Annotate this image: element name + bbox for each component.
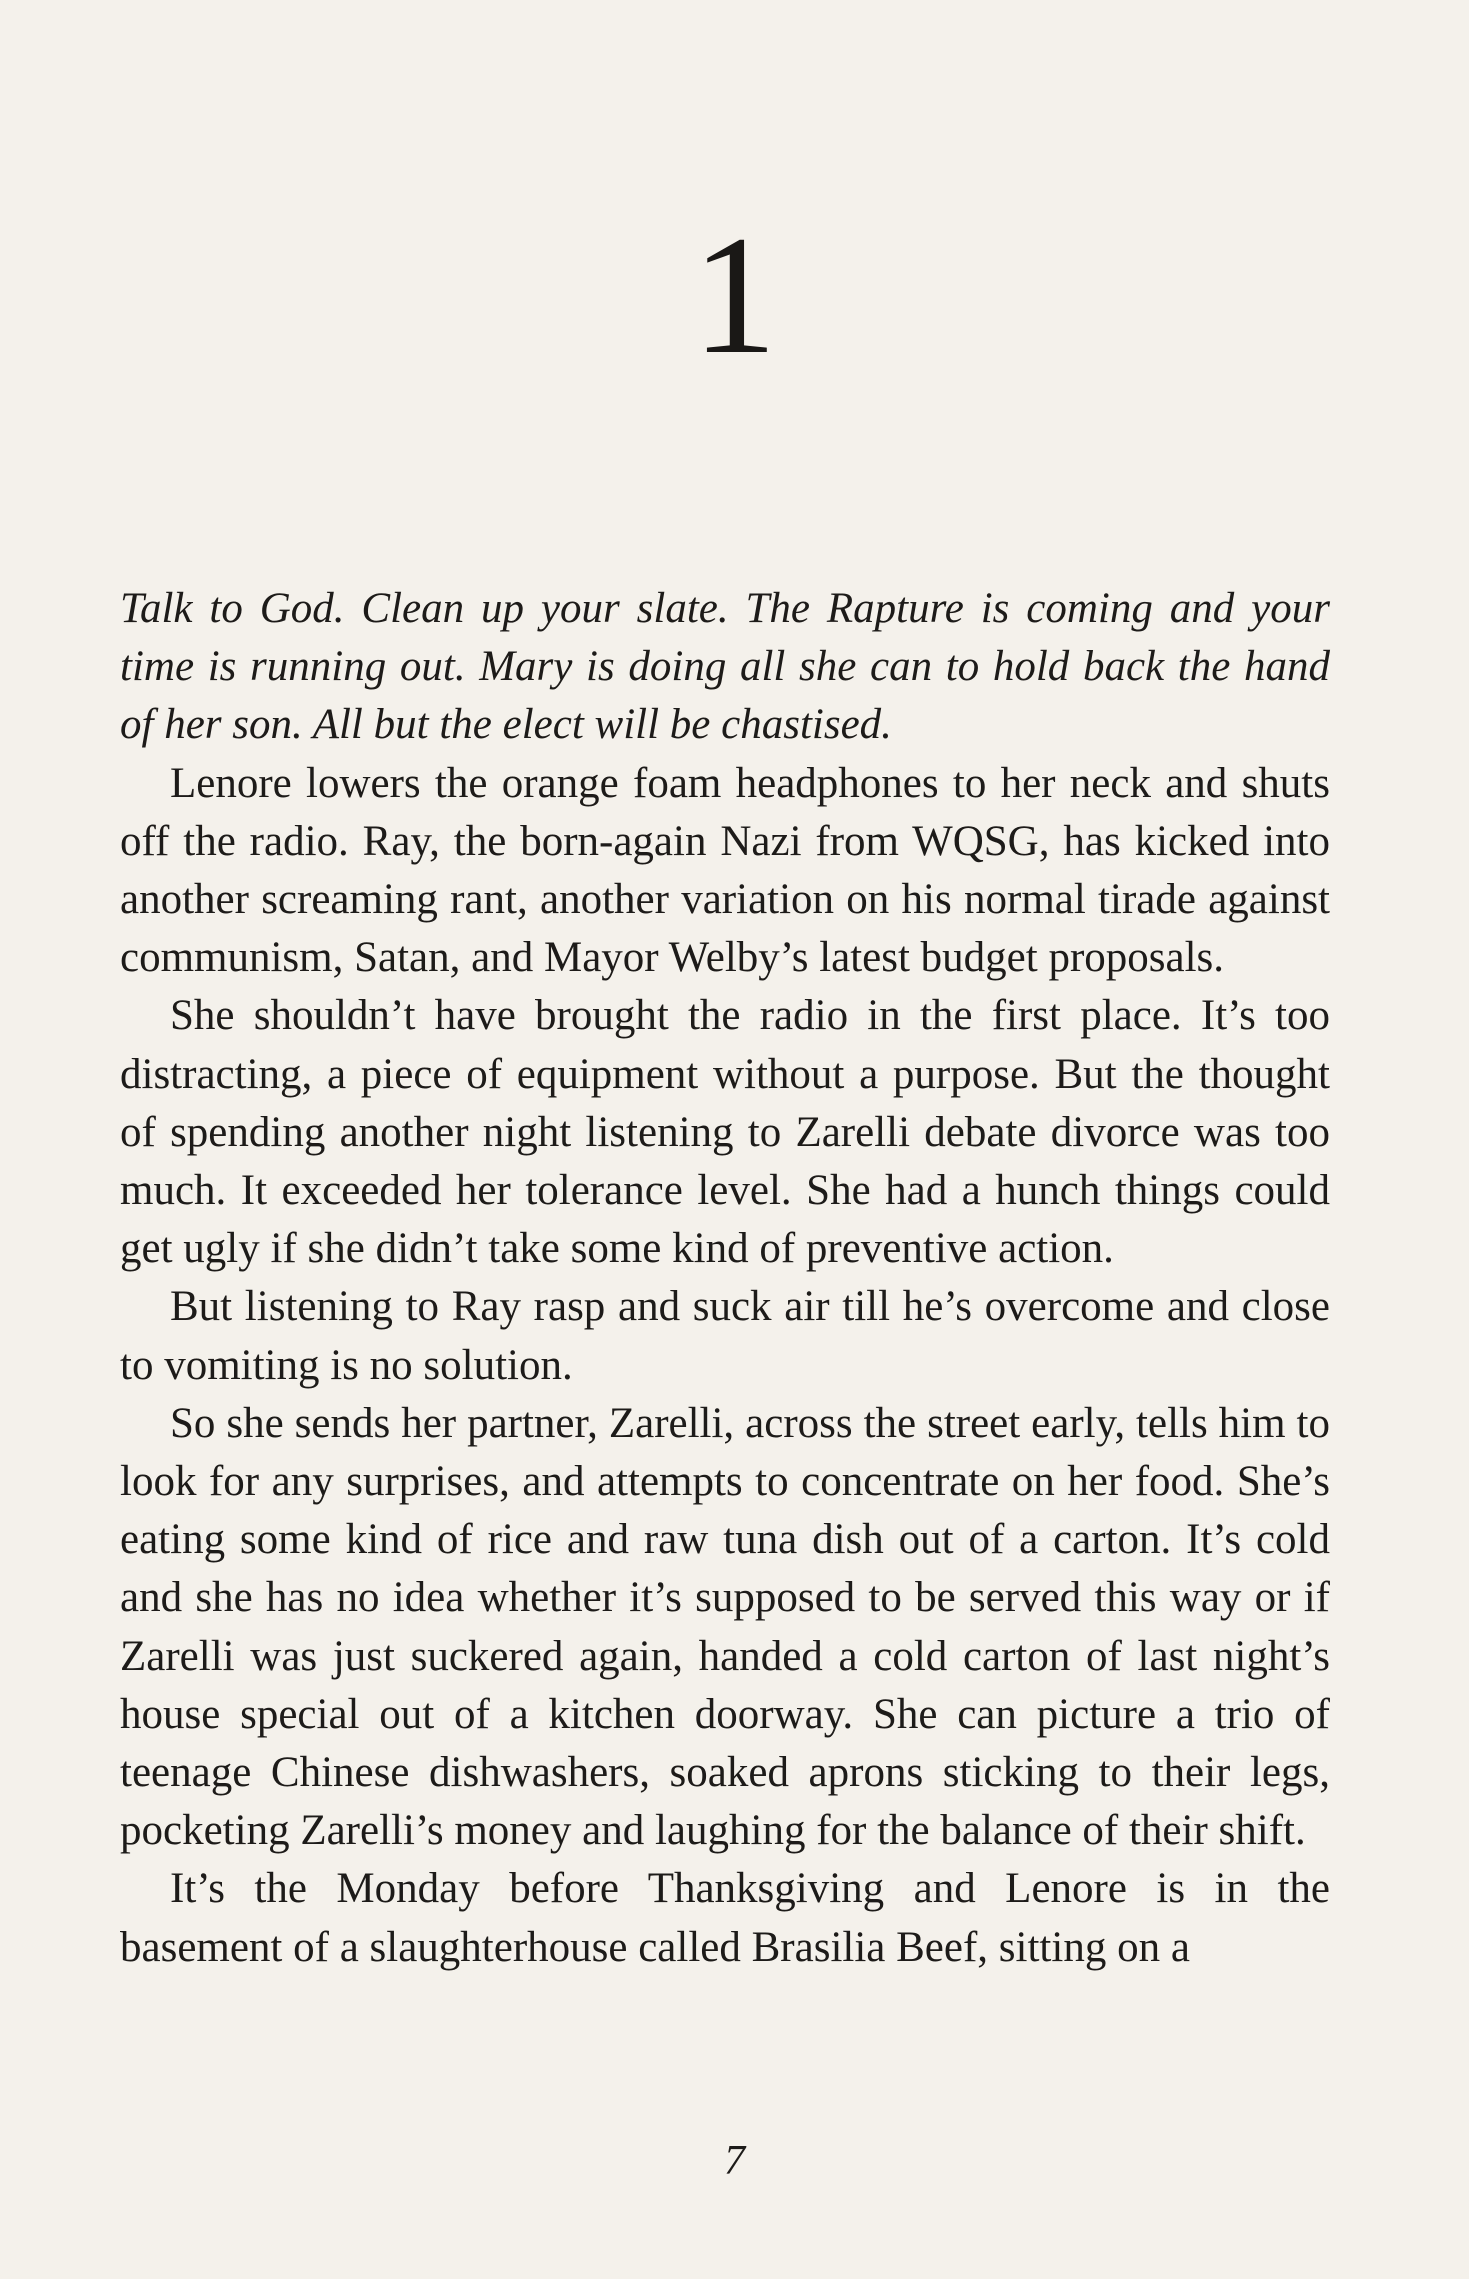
- italic-epigraph-paragraph: Talk to God. Clean up your slate. The Rapture is coming and your time is running out. Mary is doing all she can to hold back the hand of her son. All but the elect will be chastised.: [120, 585, 1330, 749]
- body-paragraph: It’s the Monday before Thanksgiving and Lenore is in the basement of a slaughterhouse called Brasilia Beef, sitting on a: [120, 1865, 1330, 1971]
- chapter-number: 1: [692, 201, 777, 389]
- chapter-text: [120, 580, 1330, 1977]
- body-paragraph: But listening to Ray rasp and suck air till he’s overcome and close to vomiting is no solution.: [120, 1283, 1330, 1389]
- page-number: 7: [724, 2138, 745, 2184]
- body-paragraph: Lenore lowers the orange foam headphones to her neck and shuts off the radio. Ray, the born-again Nazi from WQSG, has kicked into another screaming rant, another variation on his normal tirade against communism, Satan, and Mayor Welby’s latest budget proposals.: [120, 759, 1330, 982]
- body-paragraph: So she sends her partner, Zarelli, across the street early, tells him to look for any surprises, and attempts to concentrate on her food. She’s eating some kind of rice and raw tuna dish out of a carton. It’s cold and she has no idea whether it’s supposed to be served this way or if Zarelli was just suckered again, handed a cold carton of last night’s house special out of a kitchen doorway. She can picture a trio of teenage Chinese dishwashers, soaked aprons sticking to their legs, pocketing Zarelli’s money and laughing for the balance of their shift.: [120, 1399, 1330, 1855]
- body-paragraph: She shouldn’t have brought the radio in the first place. It’s too distracting, a piece of equipment without a purpose. But the thought of spending another night listening to Zarelli debate divorce was too much. It exceeded her tolerance level. She had a hunch things could get ugly if she didn’t take some kind of preventive action.: [120, 992, 1330, 1273]
